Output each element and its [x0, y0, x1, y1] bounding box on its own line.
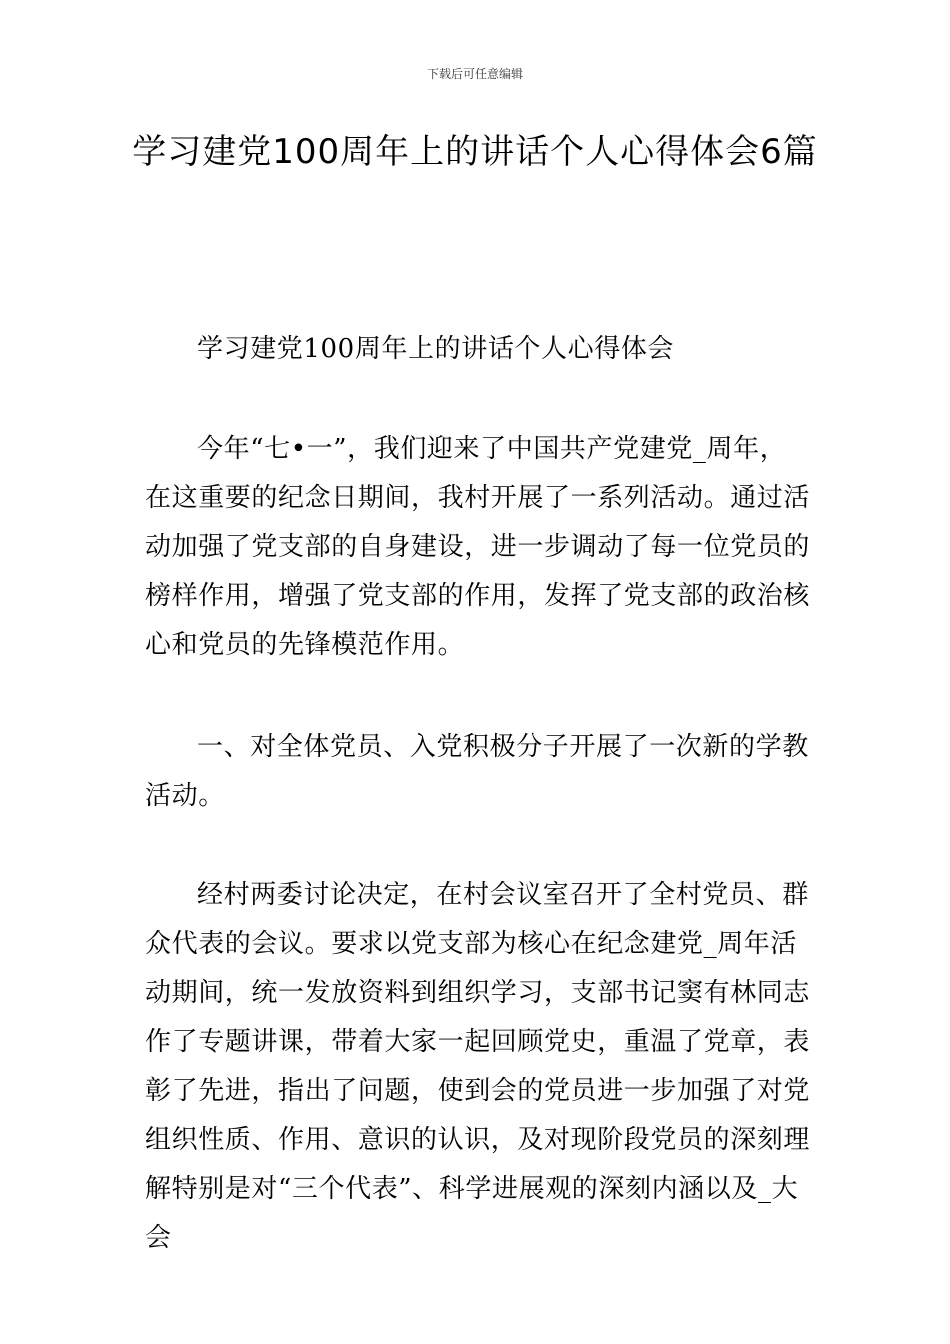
paragraph-block-3: [145, 871, 810, 1263]
paragraph-block-1: [145, 425, 810, 670]
paragraph: 经村两委讨论决定，在村会议室召开了全村党员、群众代表的会议。要求以党支部为核心在纪念建党_周年活动期间，统一发放资料到组织学习，支部书记窦有林同志作了专题讲课，带着大家一起回顾党史，重温了党章，表彰了先进，指出了问题，使到会的党员进一步加强了对党组织性质、作用、意识的认识，及对现阶段党员的深刻理解特别是对“三个代表”、科学进展观的深刻内涵以及_大会: [145, 880, 811, 1253]
header-note: 下载后可任意编辑: [426, 67, 523, 81]
paragraph: 一、对全体党员、入党积极分子开展了一次新的学教活动。: [145, 732, 809, 811]
document-title: 学习建党100周年上的讲话个人心得体会6篇: [132, 132, 818, 172]
paragraph: 今年“七•一”，我们迎来了中国共产党建党_周年，在这重要的纪念日期间，我村开展了一系列活动。通过活动加强了党支部的自身建设，进一步调动了每一位党员的榜样作用，增强了党支部的作用，发挥了党支部的政治核心和党员的先锋模范作用。: [145, 434, 811, 660]
document-subtitle: 学习建党100周年上的讲话个人心得体会: [197, 334, 675, 364]
paragraph-block-2: [145, 723, 810, 821]
subtitle-block: [145, 325, 810, 374]
